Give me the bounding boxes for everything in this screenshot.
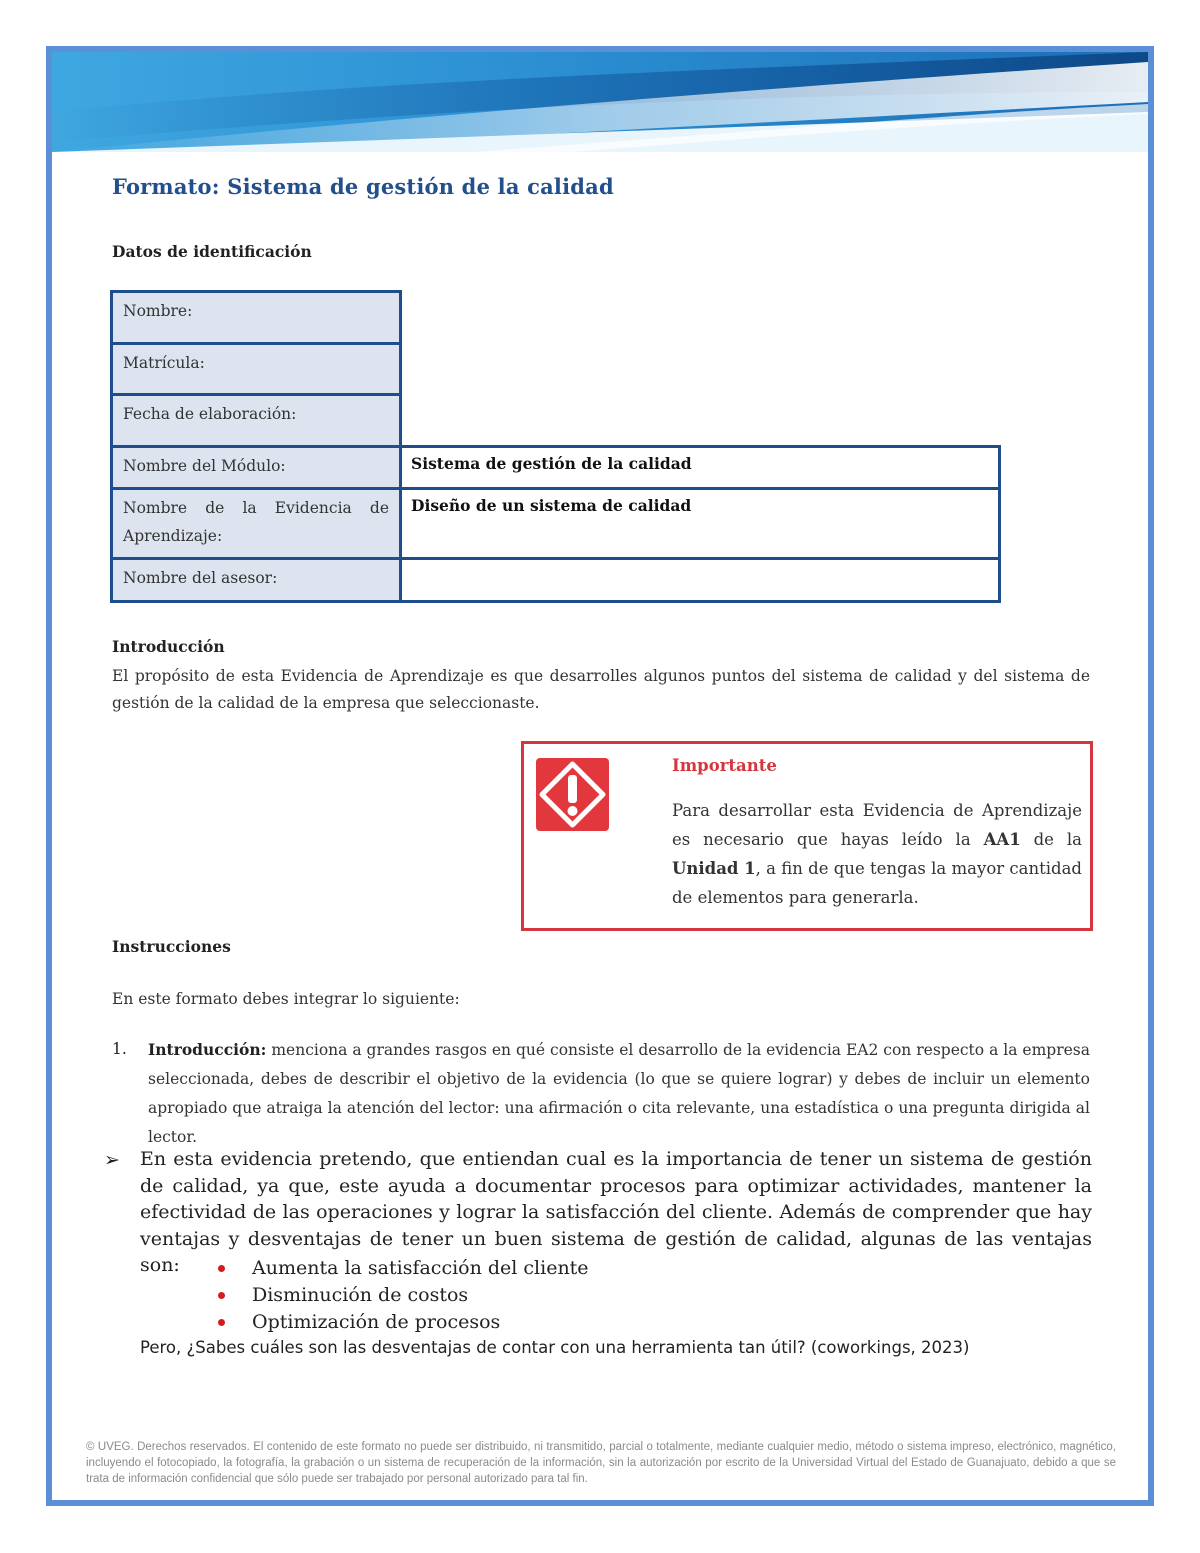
introduccion-heading: Introducción <box>112 637 225 656</box>
bullet-dot <box>218 1265 225 1272</box>
closing-question: Pero, ¿Sabes cuáles son las desventajas de contar con una herramienta tan útil? (coworkings, 2023) <box>140 1338 970 1357</box>
warning-diamond-icon <box>536 758 609 831</box>
asesor-value <box>399 557 1001 603</box>
response-paragraph: En esta evidencia pretendo, que entiendan cual es la importancia de tener un sistema de gestión de calidad, ya que, este ayuda a documentar procesos para optimizar actividades, mantener la efectividad de las operaciones y lograr la satisfacción del cliente. Además de comprender que hay ventajas y desventajas de tener un buen sistema de gestión de calidad, algunas de las ventajas son: <box>140 1148 1092 1276</box>
modulo-label: Nombre del Módulo: <box>110 445 402 490</box>
evidencia-label-text: Nombre de la Evidencia de Aprendizaje: <box>123 499 389 545</box>
evidencia-value: Diseño de un sistema de calidad <box>399 487 1001 560</box>
list-item-label: Introducción: <box>148 1040 267 1059</box>
bullet-item <box>252 1309 500 1335</box>
bullet-dot <box>218 1292 225 1299</box>
page-frame <box>46 46 1154 1506</box>
instruction-list-item <box>112 1035 1090 1152</box>
asesor-label: Nombre del asesor: <box>110 557 402 603</box>
important-bold-unidad: Unidad 1 <box>672 859 756 878</box>
document-title: Formato: Sistema de gestión de la calidad <box>112 174 614 199</box>
important-text-part-1: Para desarrollar esta Evidencia de Aprendizaje es necesario que hayas leído la <box>672 801 1082 849</box>
fecha-label: Fecha de elaboración: <box>110 393 402 448</box>
nombre-label: Nombre: <box>110 290 402 345</box>
instrucciones-heading: Instrucciones <box>112 937 231 956</box>
header-banner <box>52 52 1148 152</box>
introduccion-text: El propósito de esta Evidencia de Aprendizaje es que desarrolles algunos puntos del sistema de calidad y del sistema de gestión de la calidad de la empresa que seleccionaste. <box>112 667 1090 712</box>
important-title: Importante <box>672 756 777 775</box>
list-item-text <box>148 1035 1090 1152</box>
arrow-bullet-icon: ➢ <box>104 1149 120 1171</box>
bullet-item <box>252 1282 468 1308</box>
matricula-label: Matrícula: <box>110 342 402 396</box>
evidencia-label <box>110 487 402 560</box>
important-bold-aa1: AA1 <box>983 830 1021 849</box>
instrucciones-intro: En este formato debes integrar lo siguiente: <box>112 990 460 1008</box>
identification-heading: Datos de identificación <box>112 242 312 261</box>
list-item-number: 1. <box>112 1040 127 1058</box>
important-text <box>672 796 1082 912</box>
bullet-item <box>252 1255 589 1281</box>
copyright-footer: © UVEG. Derechos reservados. El contenido de este formato no puede ser distribuido, ni transmitido, parcial o totalmente, mediante cualquier medio, método o sistema impreso, electrónico, magnético, incluyendo el fotocopiado, la fotografía, la grabación o un sistema de recuperación de la información, sin la autorización por escrito de la Universidad Virtual del Estado de Guanajuato, debido a que se trata de información confidencial que sólo puede ser trabajado por personal autorizado para tal fin. <box>86 1441 1116 1485</box>
bullet-text: Optimización de procesos <box>252 1311 501 1333</box>
important-text-part-2: de la <box>1020 830 1082 849</box>
list-item-body: menciona a grandes rasgos en qué consiste el desarrollo de la evidencia EA2 con respecto a la empresa seleccionada, debes de describir el objetivo de la evidencia (lo que se quiere lograr) y debes de incluir un elemento apropiado que atraiga la atención del lector: una afirmación o cita relevante, una estadística o una pregunta dirigida al lector. <box>148 1041 1090 1146</box>
important-callout <box>521 741 1093 931</box>
bullet-text: Aumenta la satisfacción del cliente <box>252 1257 589 1279</box>
bullet-text: Disminución de costos <box>252 1284 469 1306</box>
modulo-value: Sistema de gestión de la calidad <box>399 445 1001 490</box>
important-text-part-3: , a fin de que tengas la mayor cantidad de elementos para generarla. <box>672 859 1082 907</box>
bullet-dot <box>218 1319 225 1326</box>
